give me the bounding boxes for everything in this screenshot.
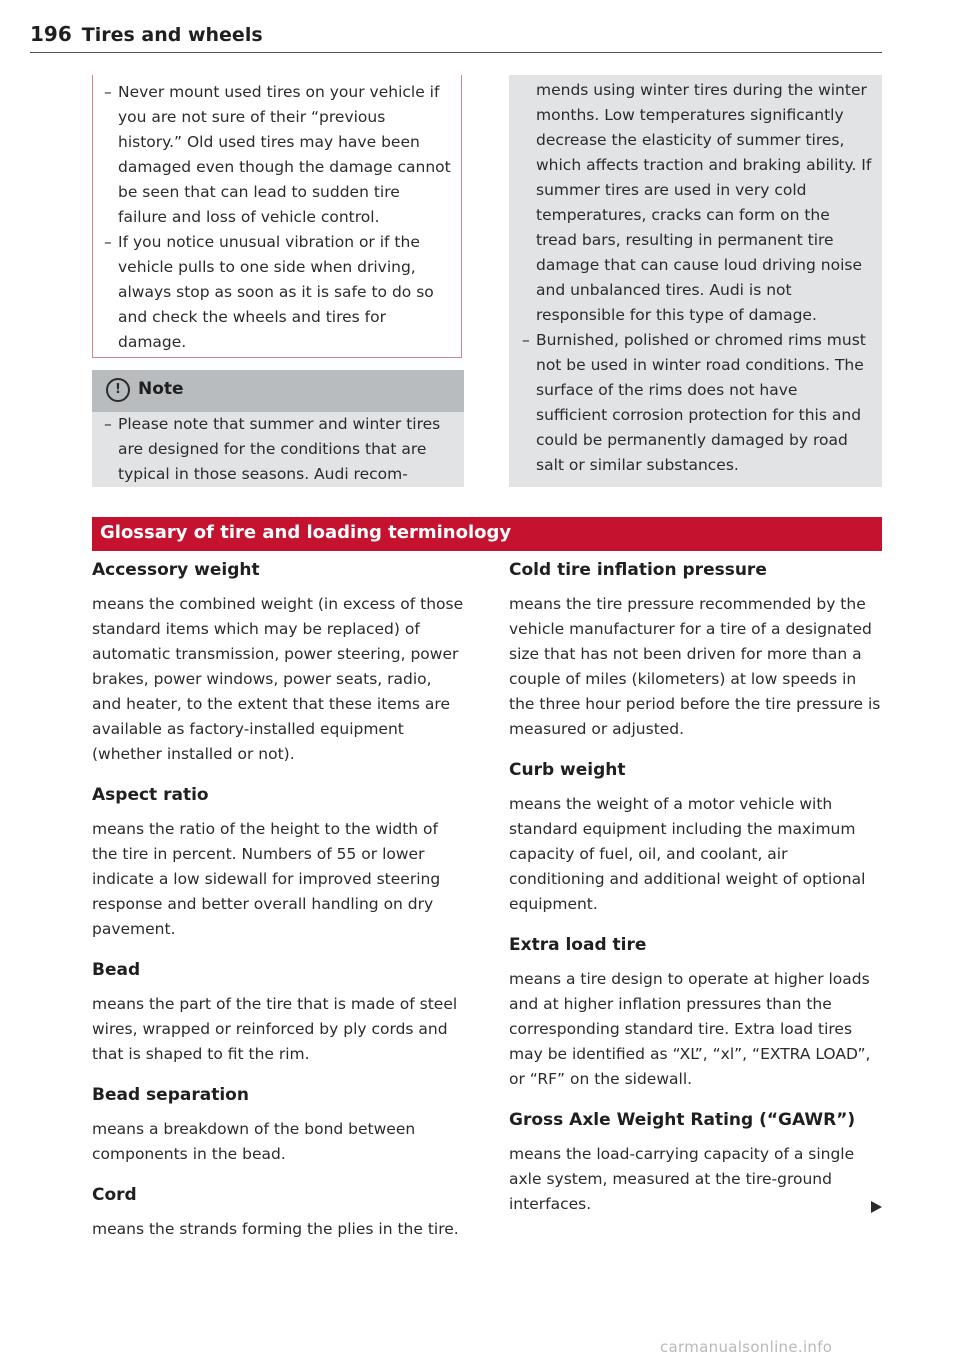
dash-bullet: – xyxy=(104,233,112,251)
section-heading-banner xyxy=(92,517,882,551)
glossary-term: Cold tire inflation pressure xyxy=(509,560,767,580)
dash-bullet: – xyxy=(522,331,530,349)
page-number: 196 xyxy=(30,22,72,46)
glossary-term: Curb weight xyxy=(509,760,626,780)
continue-arrow-icon xyxy=(871,1201,882,1213)
glossary-definition: means the part of the tire that is made of steel wires, wrapped or reinforced by ply cords and that is shaped to fit the rim. xyxy=(92,995,458,1063)
glossary-last-entry xyxy=(509,1142,882,1217)
glossary-term: Cord xyxy=(92,1185,137,1205)
glossary-definition: means the ratio of the height to the width of the tire in percent. Numbers of 55 or lower indicate a low sidewall for improved steering response and better overall handling on dry pavement. xyxy=(92,820,441,938)
glossary-term: Extra load tire xyxy=(509,935,647,955)
glossary-column-right xyxy=(509,560,882,1235)
warning-list xyxy=(104,80,452,355)
note-item: – Burnished, polished or chromed rims must not be used in winter road conditions. The surface of the rims does not have sufficient corrosion protection for this and could be permanently damaged by road salt or similar substances. xyxy=(522,328,872,478)
warning-item: – If you notice unusual vibration or if the vehicle pulls to one side when driving, always stop as soon as it is safe to do so and check the wheels and tires for damage. xyxy=(104,230,452,355)
note-text-right xyxy=(522,78,872,478)
glossary-definition: means a tire design to operate at higher loads and at higher inflation pressures than the corresponding standard tire. Extra load tires may be identified as “XL”, “xl”, “EXTRA LOAD”, or “RF” on the sidewall. xyxy=(509,970,871,1088)
exclamation-circle-icon: ! xyxy=(106,378,130,402)
glossary-term: Aspect ratio xyxy=(92,785,209,805)
note-title: Note xyxy=(138,379,184,399)
glossary-column-left xyxy=(92,560,464,1260)
page-title: Tires and wheels xyxy=(81,24,263,46)
note-item-continued: mends using winter tires during the winter months. Low temperatures significantly decrease the elasticity of summer tires, which affects traction and braking ability. If summer tires are used in very cold temperatures, cracks can form on the tread bars, resulting in permanent tire damage that can cause loud driving noise and unbalanced tires. Audi is not responsible for this type of damage. xyxy=(536,81,872,324)
note-header xyxy=(92,370,464,412)
glossary-term: Accessory weight xyxy=(92,560,260,580)
note-item: – Please note that summer and winter tires are designed for the conditions that are typical in those seasons. Audi recom- xyxy=(104,412,454,487)
page-header xyxy=(30,22,882,53)
dash-bullet: – xyxy=(104,83,112,101)
glossary-definition: means the combined weight (in excess of those standard items which may be replaced) of automatic transmission, power steering, power brakes, power windows, power seats, radio, and heater, to the extent that these items are available as factory-installed equipment (whether installed or not). xyxy=(92,595,464,763)
glossary-term: Bead separation xyxy=(92,1085,249,1105)
warning-item: – Never mount used tires on your vehicle if you are not sure of their “previous history.” Old used tires may have been damaged even though the damage cannot be seen that can lead to sudden tire failure and loss of vehicle control. xyxy=(104,80,452,230)
glossary-definition: means the weight of a motor vehicle with standard equipment including the maximum capacity of fuel, oil, and coolant, air conditioning and additional weight of optional equipment. xyxy=(509,795,866,913)
note-text-left xyxy=(104,412,454,487)
watermark: carmanualsonline.info xyxy=(660,1338,833,1356)
glossary-definition: means the strands forming the plies in the tire. xyxy=(92,1220,459,1238)
glossary-definition: means the load-carrying capacity of a single axle system, measured at the tire-ground interfaces. xyxy=(509,1145,855,1213)
glossary-definition: means the tire pressure recommended by the vehicle manufacturer for a tire of a designated size that has not been driven for more than a couple of miles (kilometers) at low speeds in the three hour period before the tire pressure is measured or adjusted. xyxy=(509,595,881,738)
glossary-term: Gross Axle Weight Rating (“GAWR”) xyxy=(509,1110,856,1130)
glossary-definition: means a breakdown of the bond between components in the bead. xyxy=(92,1120,416,1163)
glossary-term: Bead xyxy=(92,960,141,980)
dash-bullet: – xyxy=(104,415,112,433)
section-title: Glossary of tire and loading terminology xyxy=(100,522,512,543)
